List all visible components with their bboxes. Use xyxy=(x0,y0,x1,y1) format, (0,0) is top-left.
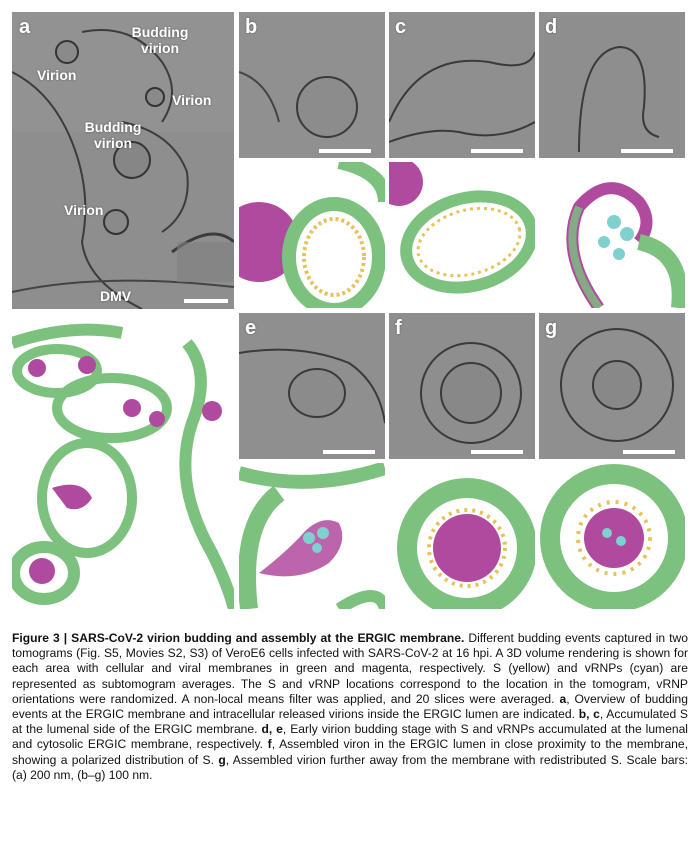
panel-e-tomogram xyxy=(239,313,385,459)
rendering-b-image xyxy=(239,162,385,308)
panel-f-rendering xyxy=(389,463,535,609)
caption-text-5: , Assembled viron in the ERGIC lumen in close proximity to the membrane, showing a polarized distribution of S. xyxy=(12,737,688,767)
panel-label-e: e xyxy=(245,317,257,339)
panel-d-image xyxy=(539,12,685,158)
panel-e-image xyxy=(239,313,385,459)
scale-bar-d xyxy=(621,149,673,153)
panel-label-f: f xyxy=(395,317,402,339)
rendering-c-image xyxy=(389,162,535,308)
annotation-budding-virion-1: Budding virion xyxy=(131,24,189,56)
scale-bar-c xyxy=(471,149,523,153)
panel-a-tomogram xyxy=(12,12,234,309)
rendering-g-image xyxy=(539,463,685,609)
panel-g-rendering xyxy=(539,463,685,609)
annotation-budding-virion-2: Budding virion xyxy=(84,119,142,151)
panel-c-tomogram xyxy=(389,12,535,158)
caption-ref-de: d, e xyxy=(261,722,283,737)
scale-bar-a xyxy=(184,299,228,303)
panel-a-image xyxy=(12,12,234,309)
caption-ref-g: g xyxy=(218,752,226,767)
panel-label-b: b xyxy=(245,16,258,38)
scale-bar-g xyxy=(623,450,675,454)
rendering-f-image xyxy=(389,463,535,609)
panel-label-c: c xyxy=(395,16,407,38)
annotation-virion-1: Virion xyxy=(37,67,77,83)
panel-c-image xyxy=(389,12,535,158)
panel-g-image xyxy=(539,313,685,459)
panel-f-tomogram xyxy=(389,313,535,459)
annotation-virion-3: Virion xyxy=(64,202,104,218)
rendering-e-image xyxy=(239,463,385,609)
panel-d-tomogram xyxy=(539,12,685,158)
caption-text-6: , Assembled virion further away from the membrane with redistributed S. Scale bars: (a) 200 nm, (b–g) 100 nm. xyxy=(12,752,688,782)
caption-text-4: , Early virion budding stage with S and vRNPs accumulated at the lumenal and cytosolic ERGIC membrane, respectively. xyxy=(12,722,688,752)
rendering-d-image xyxy=(539,162,685,308)
panel-f-image xyxy=(389,313,535,459)
figure-caption xyxy=(12,631,688,783)
caption-text-3: , Accumulated S at the lumenal side of the ERGIC membrane. xyxy=(12,707,688,737)
panel-label-d: d xyxy=(545,16,558,38)
rendering-a-image xyxy=(12,313,234,609)
panel-g-tomogram xyxy=(539,313,685,459)
panel-e-rendering xyxy=(239,463,385,609)
caption-ref-f: f xyxy=(267,737,272,752)
panel-b-tomogram xyxy=(239,12,385,158)
panel-label-a: a xyxy=(19,16,31,38)
caption-ref-a: a xyxy=(559,691,567,706)
annotation-virion-2: Virion xyxy=(172,92,212,108)
panel-b-image xyxy=(239,12,385,158)
panel-d-rendering xyxy=(539,162,685,308)
caption-ref-bc: b, c xyxy=(578,707,600,722)
panel-label-g: g xyxy=(545,317,558,339)
caption-text-2: , Overview of budding events at the ERGIC membrane and intracellular released virions inside the ERGIC lumen are indicated. xyxy=(12,691,688,722)
panel-a-rendering xyxy=(12,313,234,609)
caption-title: Figure 3 | SARS-CoV-2 virion budding and assembly at the ERGIC membrane. xyxy=(12,631,465,645)
panel-c-rendering xyxy=(389,162,535,308)
scale-bar-f xyxy=(471,450,523,454)
annotation-dmv: DMV xyxy=(100,288,132,304)
caption-text-1: Different budding events captured in two tomograms (Fig. S5, Movies S2, S3) of VeroE6 cells infected with SARS-CoV-2 at 16 hpi. A 3D volume rendering is shown for each area with cellular and viral membranes in green and magenta, respectively. S (yellow) and vRNPs (cyan) are represented as subtomogram averages. The S and vRNP locations correspond to the location in the tomogram, vRNP orientations were randomized. A non-local means filter was applied, and 20 slices were averaged. xyxy=(12,631,688,706)
panel-b-rendering xyxy=(239,162,385,308)
scale-bar-e xyxy=(323,450,375,454)
scale-bar-b xyxy=(319,149,371,153)
